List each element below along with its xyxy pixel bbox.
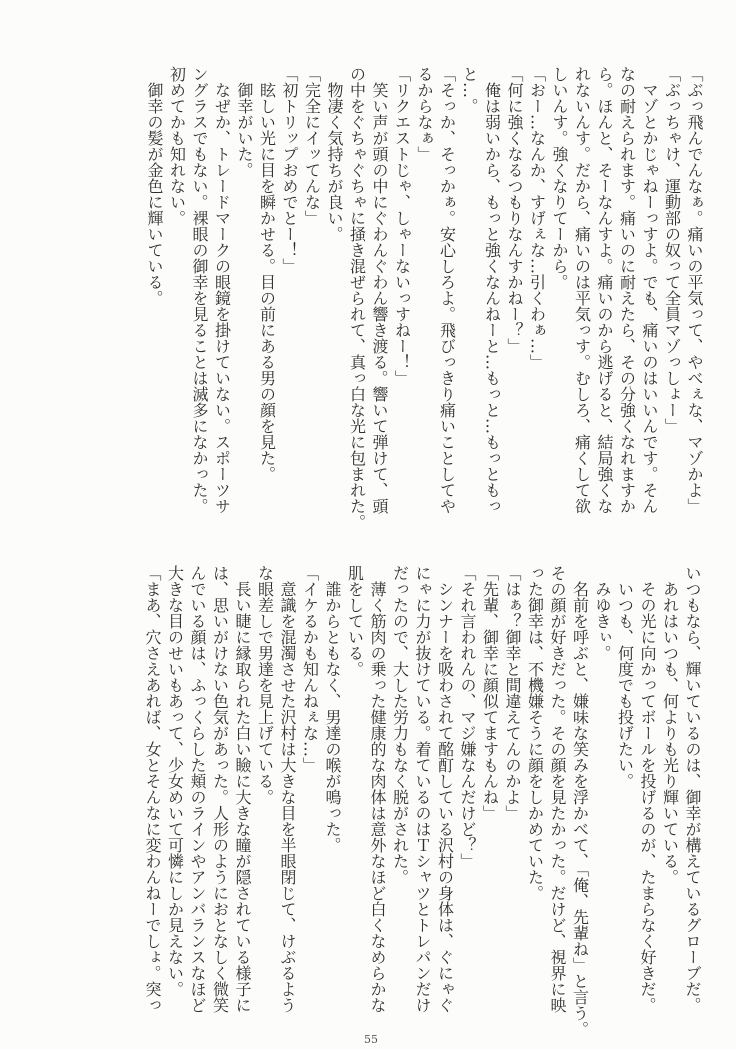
text-column: った御幸は、不機嫌そうに顔をしかめていた。 bbox=[525, 565, 545, 901]
text-column: だったので、大した労力もなく脱がされた。 bbox=[390, 565, 410, 885]
text-column: 「リクエストじゃ、しゃーないっすねー！」 bbox=[392, 66, 412, 386]
text-column: 御幸の髪が金色に輝いている。 bbox=[145, 66, 164, 306]
text-column: な眼差しで男達を見上げている。 bbox=[255, 565, 275, 805]
text-column: 「それ言われんの、マジ嫌なんだけど？」 bbox=[458, 565, 477, 869]
text-column: 「おー…なんか、すげぇな…引くわぁ…」 bbox=[527, 66, 547, 370]
text-column: その顔が好きだった。その顔を見たかった。だけど、視界に映 bbox=[548, 565, 567, 1013]
text-column: みゆきぃ。 bbox=[593, 565, 612, 661]
text-column: なの耐えられます。痛いのに耐えたら、その分強くなれますか bbox=[617, 66, 637, 514]
text-column: 「完全にイッてんな」 bbox=[302, 66, 322, 226]
text-column: 笑い声が頭の中にぐわんぐわん響き渡る。響いて弾けて、頭 bbox=[370, 66, 389, 514]
text-column: 「はぁ？御幸と間違えてんのかよ」 bbox=[503, 565, 522, 821]
text-column: 薄く筋肉の乗った健康的な肉体は意外なほど白くなめらかな bbox=[368, 565, 387, 1013]
text-column: いつも、何度でも投げたい。 bbox=[615, 565, 635, 789]
text-column: は、思いがけない色気があった。人形のようにおとなしく微笑 bbox=[210, 565, 230, 1013]
text-column: 「何に強くなるつもりなんすかねー？」 bbox=[505, 66, 524, 354]
text-column: 「イケるかも知んねぇな…」 bbox=[300, 565, 320, 773]
text-column: 物凄く気持ちが良い。 bbox=[325, 66, 344, 242]
text-column: 御幸がいた。 bbox=[235, 66, 254, 178]
text-column: シンナーを吸わされて酩酊している沢村の身体は、ぐにゃぐ bbox=[435, 565, 455, 1013]
text-column: 「初トリップおめでとー！」 bbox=[280, 66, 299, 274]
text-column: 「ぶっちゃけ、運動部の奴って全員マゾっしょー」 bbox=[662, 66, 682, 434]
text-column: んでいる顔は、ふっくらした頬のラインやアンバランスなほど bbox=[188, 565, 207, 1013]
lower-text-block bbox=[141, 565, 704, 1037]
text-column: 眩しい光に目を瞬かせる。目の前にある男の顔を見た。 bbox=[257, 66, 277, 482]
text-column: ら。ほんと、そーなんすよ。痛いのから逃げると、結局強くな bbox=[595, 66, 614, 514]
text-column: その光に向かってボールを投げるのが、たまらなく好きだ。 bbox=[638, 565, 657, 1013]
text-column: 肌をしている。 bbox=[345, 565, 365, 677]
text-column: ングラスでもない。裸眼の御幸を見ることは滅多になかった。 bbox=[190, 66, 209, 514]
text-column: 「まあ、穴さえあれば、女とそんなに変わんねーでしょ。突っ bbox=[143, 565, 162, 1013]
text-column: 「先輩、御幸に顔似てますもんね」 bbox=[480, 565, 500, 821]
text-column: 「そっか、そっかぁ。安心しろよ。飛びっきり痛いことしてや bbox=[437, 66, 457, 514]
text-column: 誰からともなく、男達の喉が鳴った。 bbox=[323, 565, 342, 853]
text-column: 長い睫に縁取られた白い瞼に大きな瞳が隠されている様子に bbox=[233, 565, 252, 1013]
text-column: 俺は弱いから、もっと強くなんねーと…もっと…もっともっ bbox=[482, 66, 502, 514]
text-column: マゾとかじゃねーっすよ。でも、痛いのはいいんです。そん bbox=[640, 66, 659, 514]
text-column: 大きな目のせいもあって、少女めいて可憐にしか見えない。 bbox=[165, 565, 185, 997]
text-column: るからなぁ」 bbox=[415, 66, 434, 162]
text-column: 意識を混濁させた沢村は大きな目を半眼閉じて、けぶるよう bbox=[278, 565, 297, 1013]
text-column: しいんす。強くなりてーから。 bbox=[550, 66, 569, 290]
text-column: れないんす。だから、痛いのは平気っす。むしろ、痛くして欲 bbox=[572, 66, 592, 514]
text-column: いつもなら、輝いているのは、御幸が構えているグローブだ。 bbox=[683, 565, 702, 1013]
text-column: 「ぶっ飛んでんなぁ。痛いの平気って、やべぇな、マゾかよ」 bbox=[685, 66, 704, 514]
text-column: の中をぐちゃぐちゃに掻き混ぜられて、真っ白な光に包まれた。 bbox=[347, 66, 367, 530]
text-column: あれはいつも、何よりも光り輝いている。 bbox=[660, 565, 680, 885]
text-column: にゃに力が抜けている。着ているのはＴシャツとトレパンだけ bbox=[413, 565, 432, 1013]
text-column: 初めてかも知れない。 bbox=[167, 66, 187, 226]
text-column: と…。 bbox=[460, 66, 479, 114]
page-number: 55 bbox=[364, 1033, 378, 1046]
upper-text-block bbox=[143, 66, 706, 532]
text-column: なぜか、トレードマークの眼鏡を掛けていない。スポーツサ bbox=[212, 66, 232, 514]
text-column: 名前を呼ぶと、嫌味な笑みを浮かべて、「俺、先輩ね」と言う。 bbox=[570, 565, 590, 1037]
